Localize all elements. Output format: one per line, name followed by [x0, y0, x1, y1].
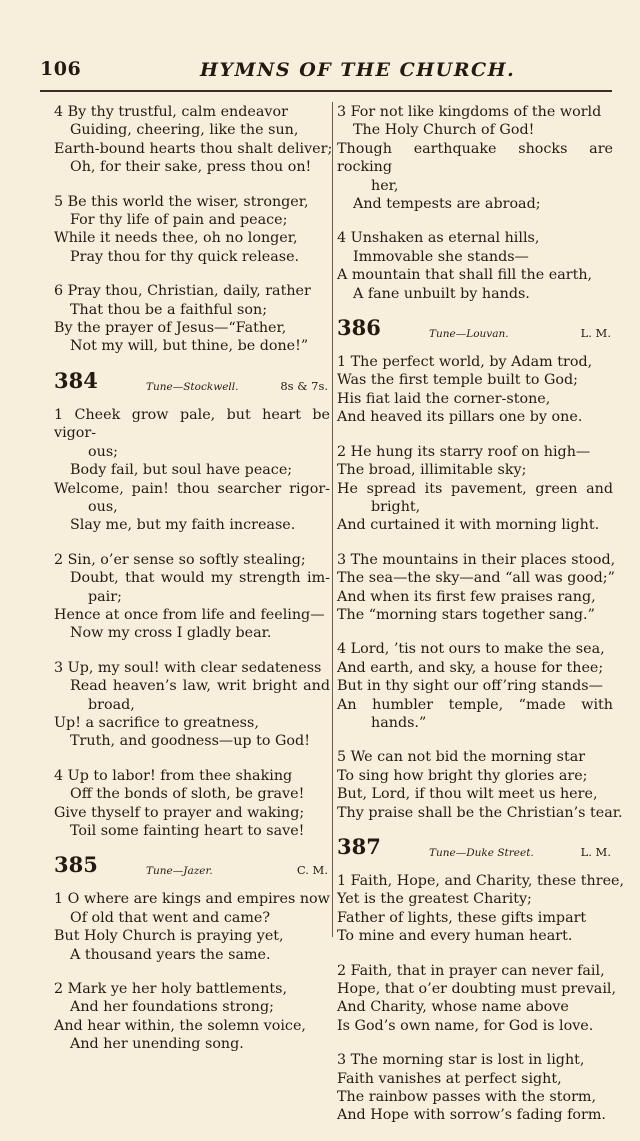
stanza-line: 4 Unshaken as eternal hills, — [337, 230, 540, 247]
stanza-line: 4 Lord, ’tis not ours to make the sea, — [337, 641, 605, 658]
stanza-line: Yet is the greatest Charity; — [337, 891, 532, 908]
stanza-line: The “morning stars together sang.” — [337, 606, 595, 623]
stanza-line: The broad, illimitable sky; — [337, 462, 527, 479]
stanza-line: That thou be a faithful son; — [70, 301, 268, 318]
hymn-meter: C. M. — [296, 863, 328, 878]
stanza — [337, 640, 613, 732]
stanza — [54, 767, 330, 841]
stanza-line: 3 The morning star is lost in light, — [337, 1052, 585, 1069]
stanza-line: 1 The perfect world, by Adam trod, — [337, 354, 593, 371]
stanza-line: broad, — [88, 696, 135, 713]
stanza — [54, 980, 330, 1054]
stanza-line: Hope, that o’er doubting must prevail, — [337, 981, 617, 998]
stanza-line: hands.” — [371, 714, 427, 731]
stanza-line: His fiat laid the corner-stone, — [337, 390, 551, 407]
stanza-line: pair; — [88, 588, 122, 605]
stanza-line: And curtained it with morning light. — [337, 517, 600, 534]
hymn-heading — [337, 834, 613, 866]
stanza-line: The sea—the sky—and “all was good;” — [337, 570, 615, 587]
stanza-line: By the prayer of Jesus—“Father, — [54, 320, 287, 337]
stanza-line: But in thy sight our off’ring stands— — [337, 678, 603, 695]
stanza-line: Father of lights, these gifts impart — [337, 909, 587, 926]
stanza-line: A thousand years the same. — [70, 946, 271, 963]
stanza-line: 1 Faith, Hope, and Charity, these three, — [337, 873, 625, 889]
stanza — [54, 551, 330, 643]
stanza-line: And tempests are abroad; — [353, 196, 541, 213]
running-title: HYMNS OF THE CHURCH. — [200, 59, 516, 81]
hymn-number: 387 — [337, 834, 381, 859]
stanza-line: Was the first temple built to God; — [337, 372, 578, 389]
header-rule — [40, 90, 612, 92]
stanza — [54, 282, 330, 356]
stanza-line: For thy life of pain and peace; — [70, 212, 288, 229]
stanza-line: Now my cross I gladly bear. — [70, 625, 272, 642]
stanza-line: 3 The mountains in their places stood, — [337, 551, 616, 568]
stanza-line: And heaved its pillars one by one. — [337, 409, 583, 426]
stanza — [337, 748, 623, 822]
hymn-tune: Tune—Louvan. — [429, 328, 509, 341]
stanza-line: Not my will, but thine, be done!” — [70, 338, 309, 355]
stanza-line: Read heaven’s law, writ bright and — [70, 678, 330, 695]
stanza — [337, 872, 625, 946]
stanza-line: 2 Sin, o’er sense so softly stealing; — [54, 551, 306, 568]
stanza-line: 1 Cheek grow pale, but heart be vigor- — [54, 406, 330, 442]
stanza-line: A fane unbuilt by hands. — [353, 285, 530, 302]
stanza-line: To sing how bright thy glories are; — [337, 767, 588, 784]
stanza — [337, 551, 616, 625]
stanza-line: The Holy Church of God! — [353, 122, 535, 139]
page-header — [40, 58, 610, 88]
hymn-tune: Tune—Duke Street. — [429, 847, 534, 859]
stanza-line: 2 He hung its starry roof on high— — [337, 443, 591, 460]
page-number: 106 — [40, 58, 82, 80]
stanza-line: And earth, and sky, a house for thee; — [337, 659, 604, 676]
stanza — [337, 1051, 613, 1125]
hymn-number: 386 — [337, 315, 381, 341]
stanza-line: Thy praise shall be the Christian’s tear. — [337, 804, 623, 821]
stanza — [337, 229, 613, 303]
stanza-line: Doubt, that would my strength im- — [70, 570, 330, 587]
stanza-line: Off the bonds of sloth, be grave! — [70, 786, 305, 803]
stanza-line: And hear within, the solemn voice, — [54, 1017, 306, 1034]
stanza-line: bright, — [371, 498, 421, 515]
right-column — [337, 103, 625, 1141]
stanza — [337, 962, 617, 1036]
stanza-line: Faith vanishes at perfect sight, — [337, 1070, 562, 1087]
stanza-line: Toil some fainting heart to save! — [70, 823, 305, 839]
stanza — [337, 353, 613, 427]
stanza-line: Is God’s own name, for God is love. — [337, 1017, 594, 1034]
hymn-heading — [54, 852, 330, 884]
hymn-tune: Tune—Stockwell. — [146, 380, 239, 393]
hymn-number: 384 — [54, 367, 98, 393]
stanza-line: Earth-bound hearts thou shalt deliver; — [54, 140, 333, 157]
stanza-line: An humbler temple, “made with — [337, 696, 613, 713]
stanza-line: While it needs thee, oh no longer, — [54, 230, 298, 247]
hymn-heading — [54, 367, 330, 400]
stanza-line: And her unending song. — [70, 1036, 244, 1053]
stanza-line: her, — [371, 177, 399, 194]
stanza-line: Up! a sacrifice to greatness, — [54, 714, 259, 731]
stanza — [54, 406, 330, 535]
stanza-line: 3 Up, my soul! with clear sedateness — [54, 659, 322, 676]
stanza-line: But, Lord, if thou wilt meet us here, — [337, 786, 598, 803]
stanza-line: To mine and every human heart. — [337, 928, 573, 945]
stanza-line: He spread its pavement, green and — [337, 480, 613, 497]
stanza-line: Guiding, cheering, like the sun, — [70, 122, 299, 139]
stanza-line: 3 For not like kingdoms of the world — [337, 104, 602, 120]
stanza-line: 6 Pray thou, Christian, daily, rather — [54, 283, 311, 300]
stanza-line: And when its first few praises rang, — [337, 588, 596, 605]
stanza-line: Pray thou for thy quick release. — [70, 248, 300, 265]
stanza-line: Of old that went and came? — [70, 909, 271, 926]
hymn-meter: L. M. — [580, 326, 611, 341]
hymn-meter: 8s & 7s. — [280, 378, 328, 393]
stanza-line: A mountain that shall fill the earth, — [337, 267, 593, 284]
column-divider — [332, 102, 333, 937]
stanza-line: ous; — [88, 443, 118, 460]
stanza — [337, 103, 613, 213]
stanza-line: 2 Mark ye her holy battlements, — [54, 981, 288, 998]
stanza-line: Slay me, but my faith increase. — [70, 517, 296, 534]
stanza-line: And her foundations strong; — [70, 999, 274, 1016]
stanza-line: 1 O where are kings and empires now — [54, 891, 330, 908]
stanza-line: The rainbow passes with the storm, — [337, 1089, 597, 1106]
hymn-meter: L. M. — [580, 845, 611, 859]
stanza-line: Welcome, pain! thou searcher rigor- — [54, 480, 330, 497]
stanza-line: And Hope with sorrow’s fading form. — [337, 1107, 606, 1124]
stanza — [337, 443, 613, 535]
hymn-number: 385 — [54, 852, 98, 878]
stanza-line: Body fail, but soul have peace; — [70, 462, 293, 479]
left-column — [54, 103, 333, 1070]
stanza-line: 5 We can not bid the morning star — [337, 749, 586, 766]
hymn-tune: Tune—Jazer. — [146, 865, 213, 878]
stanza-line: Give thyself to prayer and waking; — [54, 804, 305, 821]
stanza-line: Oh, for their sake, press thou on! — [70, 159, 312, 176]
stanza — [54, 890, 330, 964]
stanza-line: 2 Faith, that in prayer can never fail, — [337, 962, 605, 979]
stanza-line: But Holy Church is praying yet, — [54, 928, 284, 945]
stanza — [54, 103, 333, 177]
stanza-line: ous, — [88, 498, 118, 515]
stanza-line: 5 Be this world the wiser, stronger, — [54, 193, 309, 210]
stanza-line: Though earthquake shocks are rocking — [337, 140, 613, 176]
stanza — [54, 659, 330, 751]
stanza-line: 4 Up to labor! from thee shaking — [54, 767, 293, 784]
stanza — [54, 193, 330, 267]
stanza-line: Immovable she stands— — [353, 248, 529, 265]
stanza-line: Hence at once from life and feeling— — [54, 606, 325, 623]
hymn-heading — [337, 315, 613, 347]
stanza-line: Truth, and goodness—up to God! — [70, 733, 310, 750]
stanza-line: And Charity, whose name above — [337, 999, 569, 1016]
stanza-line: 4 By thy trustful, calm endeavor — [54, 104, 288, 120]
